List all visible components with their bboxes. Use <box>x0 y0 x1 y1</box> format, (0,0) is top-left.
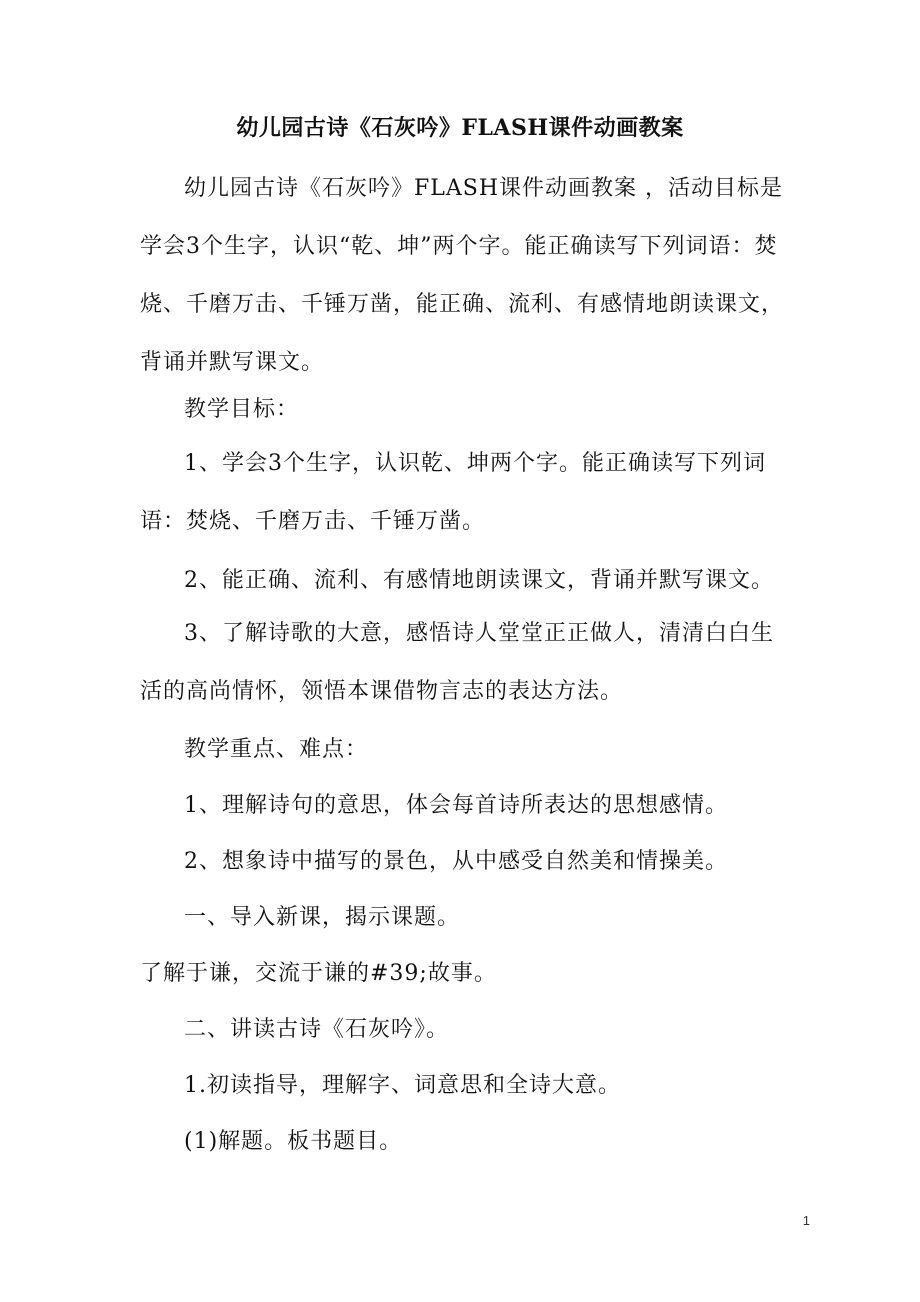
key-points-heading: 教学重点、难点： <box>184 737 369 762</box>
step-1-heading: 1.初读指导，理解字、词意思和全诗大意。 <box>184 1073 621 1098</box>
step-1-subitem: (1)解题。板书题目。 <box>184 1129 403 1154</box>
document-title: 幼儿园古诗《石灰吟》FLASH课件动画教案 <box>236 115 684 141</box>
key-point-item-1: 1、理解诗句的意思，体会每首诗所表达的思想感情。 <box>184 793 728 818</box>
intro-paragraph: 幼儿园古诗《石灰吟》FLASH课件动画教案 ，活动目标是学会3个生字，认识“乾、坤”两个字。能正确读写下列词语：焚烧、千磨万击、千锤万凿，能正确、流利、有感情地朗读课文，背诵并默写课文。 <box>140 176 785 375</box>
goal-item-3: 3、了解诗歌的大意，感悟诗人堂堂正正做人，清清白白生活的高尚情怀，领悟本课借物言志的表达方法。 <box>140 621 774 704</box>
goal-item-1: 1、学会3个生字，认识乾、坤两个字。能正确读写下列词语：焚烧、千磨万击、千锤万凿。 <box>140 451 766 534</box>
section-1-text: 了解于谦，交流于谦的#39;故事。 <box>140 961 497 986</box>
section-2-heading: 二、讲读古诗《石灰吟》。 <box>184 1017 450 1042</box>
section-1-heading: 一、导入新课，揭示课题。 <box>184 905 461 930</box>
goal-item-2: 2、能正确、流利、有感情地朗读课文，背诵并默写课文。 <box>184 568 774 593</box>
page-number: 1 <box>802 1213 810 1228</box>
goals-heading: 教学目标： <box>184 397 300 422</box>
key-point-item-2: 2、想象诗中描写的景色，从中感受自然美和情操美。 <box>184 849 728 874</box>
